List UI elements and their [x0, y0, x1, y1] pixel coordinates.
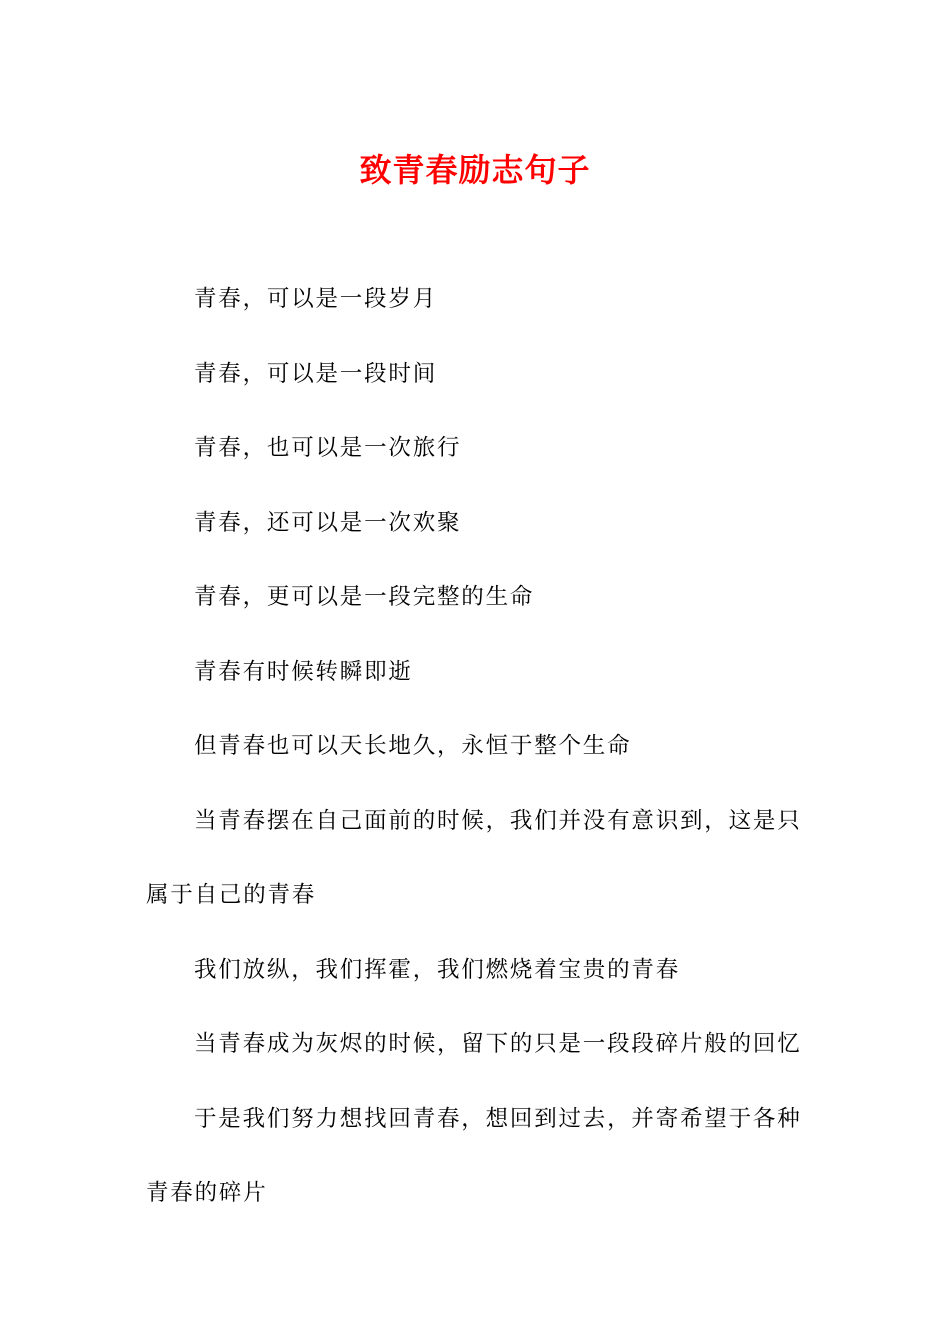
document-body [146, 262, 804, 1231]
paragraph-1: 青春，可以是一段岁月 [194, 286, 438, 312]
paragraph-10: 当青春成为灰烬的时候，留下的只是一段段碎片般的回忆 [194, 1031, 802, 1057]
paragraph-4: 青春，还可以是一次欢聚 [194, 509, 462, 536]
paragraph-6: 青春有时候转瞬即逝 [194, 658, 413, 685]
paragraph-7: 但青春也可以天长地久，永恒于整个生命 [194, 733, 632, 759]
paragraph-2: 青春，可以是一段时间 [194, 360, 438, 387]
paragraph-3: 青春，也可以是一次旅行 [194, 435, 462, 461]
paragraph-9: 我们放纵，我们挥霍，我们燃烧着宝贵的青春 [194, 956, 681, 983]
paragraph-11: 于是我们努力想找回青春，想回到过去，并寄希望于各种青春的碎片 [146, 1105, 802, 1206]
document-title: 致青春励志句子 [359, 151, 591, 189]
paragraph-5: 青春，更可以是一段完整的生命 [194, 584, 535, 610]
paragraph-8: 当青春摆在自己面前的时候，我们并没有意识到，这是只属于自己的青春 [146, 807, 802, 908]
